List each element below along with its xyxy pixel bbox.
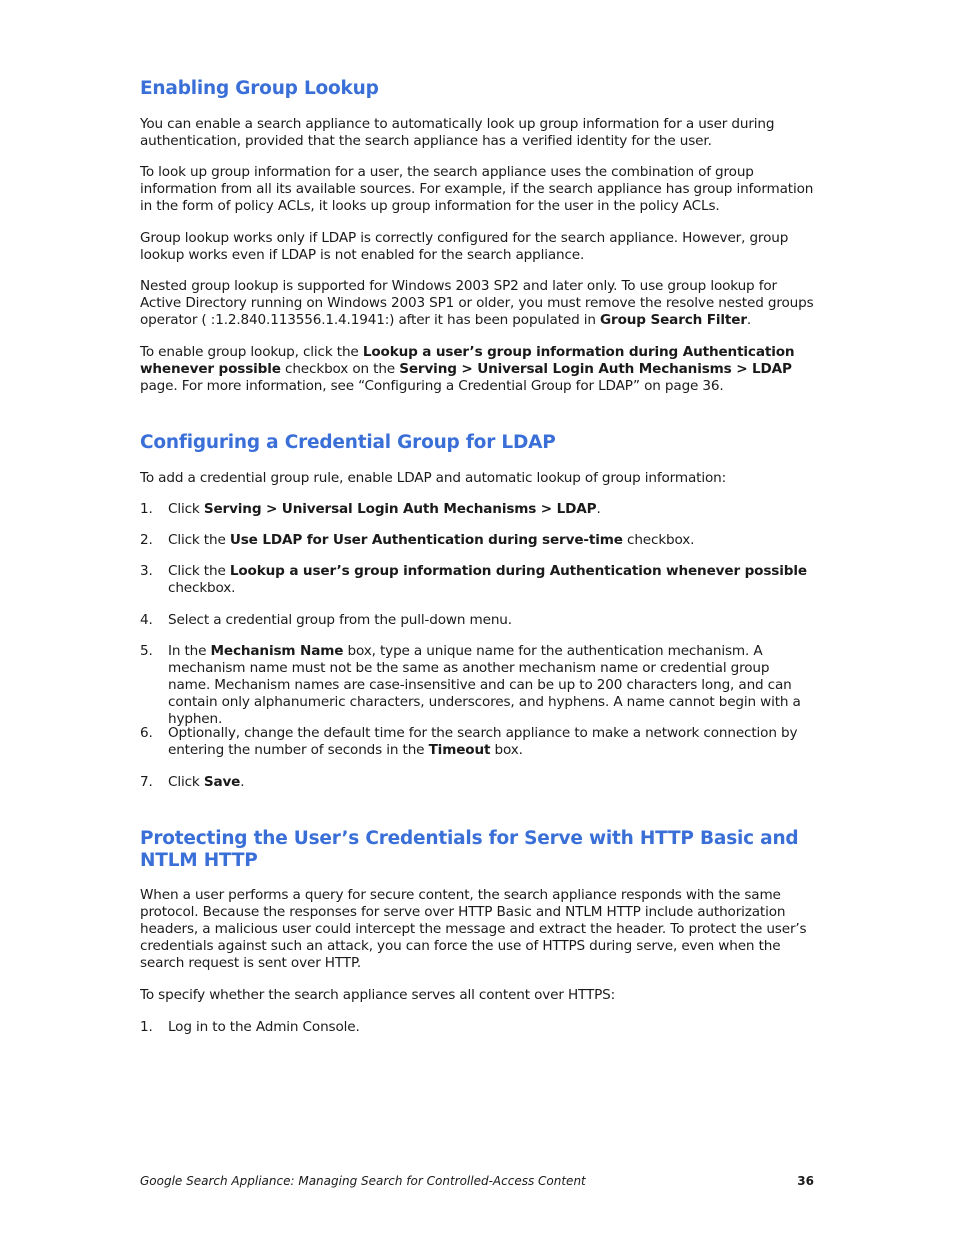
ui-label-group-search-filter: Group Search Filter [600, 312, 747, 328]
paragraph: To look up group information for a user, the search appliance uses the combination of group information from all its available sources. For example, if the search appliance has group information in the form of policy ACLs, it looks up group information for the user in the policy ACLs. [140, 164, 814, 214]
paragraph [140, 344, 814, 395]
heading-line: Protecting the User’s Credentials for Serve with HTTP Basic and [140, 828, 799, 849]
footer-page-number: 36 [797, 1174, 814, 1188]
list-number: 6. [140, 725, 153, 741]
list-number: 4. [140, 612, 153, 628]
heading-line: NTLM HTTP [140, 850, 258, 871]
section-heading-configuring-credential-group: Configuring a Credential Group for LDAP [140, 432, 556, 453]
list-item [140, 501, 814, 518]
text-run: Click the [168, 563, 230, 579]
text-run-bold: Use LDAP for User Authentication during serve-time [229, 532, 623, 548]
list-number: 1. [140, 1019, 153, 1035]
list-item [140, 563, 814, 597]
ui-label-lookup-checkbox: Lookup a user’s group information during Authentication whenever possible [140, 344, 795, 377]
paragraph: Group lookup works only if LDAP is correctly configured for the search appliance. However, group lookup works even if LDAP is not enabled for the search appliance. [140, 230, 789, 263]
section-heading-enabling-group-lookup: Enabling Group Lookup [140, 78, 379, 99]
page-footer [140, 1173, 814, 1189]
ui-label-ldap-page-path: Serving > Universal Login Auth Mechanisms > LDAP [399, 361, 792, 377]
text-run: . [596, 501, 601, 517]
text-run: . [240, 774, 245, 790]
text-run: page. For more information, see “Configuring a Credential Group for LDAP” on page 36. [140, 378, 724, 394]
paragraph: When a user performs a query for secure content, the search appliance responds with the same protocol. Because the responses for serve over HTTP Basic and NTLM HTTP include authorization headers, a malicious user could intercept the message and extract the header. To protect the user’s credentials against such an attack, you can force the use of HTTPS during serve, even when the search request is sent over HTTP. [140, 887, 807, 971]
text-run: . [746, 312, 752, 328]
section-heading-protecting-credentials [140, 828, 814, 872]
text-run: checkbox on the [280, 361, 400, 377]
text-run: Optionally, change the default time for the search appliance to make a network connection by entering the number of seconds in the [168, 725, 798, 758]
list-item [140, 612, 814, 629]
text-run-bold: Lookup a user’s group information during Authentication whenever possible [229, 563, 807, 579]
text-run: Click the [168, 532, 230, 548]
text-run: checkbox. [622, 532, 695, 548]
text-run: Nested group lookup is supported for Windows 2003 SP2 and later only. To use group lookup for Active Directory running on Windows 2003 SP1 or older, you must remove the resolve nested groups operator ( :1.2.840.113556.1.4.1941:) after it has been populated in [140, 278, 814, 328]
list-item [140, 1019, 814, 1036]
text-run: box, type a unique name for the authentication mechanism. A mechanism name must not be the same as another mechanism name or credential group name. Mechanism names are case-insensitive and can be up to 200 characters long, and can contain only alphanumeric characters, underscores, and hyphens. A name cannot begin with a hyphen. [168, 643, 801, 727]
text-run: Click [168, 774, 204, 790]
list-item [140, 774, 814, 791]
footer-document-title: Google Search Appliance: Managing Search for Controlled-Access Content [140, 1174, 586, 1188]
list-number: 5. [140, 643, 153, 659]
paragraph [140, 278, 814, 329]
text-run: Click [168, 501, 204, 517]
paragraph: To specify whether the search appliance serves all content over HTTPS: [140, 987, 616, 1003]
list-number: 7. [140, 774, 153, 790]
text-run-bold: Timeout [428, 742, 491, 758]
list-item [140, 532, 814, 549]
list-number: 2. [140, 532, 153, 548]
text-run-bold: Mechanism Name [210, 643, 344, 659]
text-run: checkbox. [168, 580, 236, 596]
text-run: Select a credential group from the pull-down menu. [168, 612, 512, 628]
list-item [140, 725, 814, 759]
paragraph: To add a credential group rule, enable LDAP and automatic lookup of group information: [140, 470, 727, 486]
text-run: Log in to the Admin Console. [168, 1019, 360, 1035]
text-run: To enable group lookup, click the [140, 344, 363, 360]
list-item [140, 643, 814, 728]
paragraph: You can enable a search appliance to automatically look up group information for a user during authentication, provided that the search appliance has a verified identity for the user. [140, 116, 775, 149]
text-run: In the [168, 643, 211, 659]
list-number: 3. [140, 563, 153, 579]
text-run-bold: Serving > Universal Login Auth Mechanisms > LDAP [203, 501, 597, 517]
list-number: 1. [140, 501, 153, 517]
text-run: box. [490, 742, 523, 758]
text-run-bold: Save [203, 774, 241, 790]
